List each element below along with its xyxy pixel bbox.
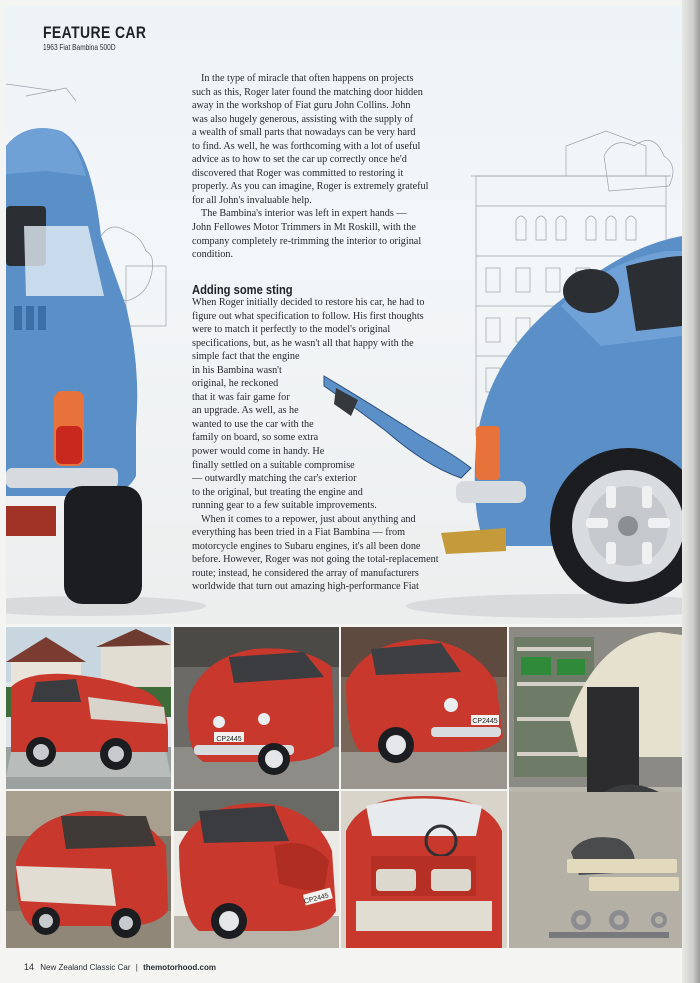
text-line: advice as to how to set the car up correctly once he'd [192, 154, 407, 166]
text-line: was also hugely generous, assisting with the supply of [192, 113, 413, 125]
page-footer [24, 962, 216, 972]
text-line: — outwardly matching the car's exterior [192, 473, 357, 485]
magazine-name: New Zealand Classic Car [40, 963, 131, 972]
article-column-bottom [192, 296, 439, 594]
photo-interior [341, 791, 507, 948]
text-line: everything has been tried in a Fiat Bambina — from [192, 527, 406, 539]
photo-red-car-front [174, 627, 339, 789]
text-line: an upgrade. As well, as he [192, 405, 299, 417]
text-line: When Roger initially decided to restore his car, he had to [192, 297, 425, 308]
text-line: that it was fair game for [192, 391, 290, 403]
left-car [6, 128, 142, 604]
text-line: In the type of miracle that often happens on projects [201, 73, 414, 84]
text-line: before. However, Roger was not going the total-replacement [192, 554, 439, 566]
photo-car-trailer [6, 627, 171, 789]
subheading: Adding some sting [192, 282, 293, 297]
text-line: discovered that Roger was committed to restoring it [192, 167, 404, 179]
paragraph-3 [192, 296, 432, 513]
left-car-wheel [64, 486, 142, 604]
text-line: When it comes to a repower, just about anything and [201, 513, 416, 525]
text-line: for all John's invaluable help. [192, 194, 312, 206]
text-line: specifications, but, as he wasn't all that happy with the [192, 337, 414, 349]
text-line: finally settled on a suitable compromise [192, 459, 355, 471]
exhaust-pipe [441, 528, 506, 554]
text-line: simple fact that the engine [192, 351, 300, 363]
plate-text: CP2445 [472, 718, 498, 725]
article-column-top [192, 72, 438, 262]
page-number: 14 [24, 962, 35, 972]
text-line: family on board, so some extra [192, 432, 319, 444]
text-line: company completely re-trimming the interior to original [192, 235, 422, 247]
rear-luggage [563, 269, 619, 313]
text-line: condition. [192, 249, 234, 261]
section-title: FEATURE CAR [43, 23, 147, 42]
car-subtitle: 1963 Fiat Bambina 500D [43, 43, 116, 52]
right-car-bumper [456, 481, 526, 503]
website-link[interactable]: themotorhood.com [143, 963, 216, 972]
text-line: John Fellowes Motor Trimmers in Mt Roskill, with the [192, 222, 416, 234]
right-car [441, 236, 682, 604]
text-line: power would come in handy. He [192, 446, 325, 458]
paragraph-2 [192, 207, 438, 261]
text-line: were to match it perfectly to the model's original [192, 324, 391, 336]
text-line: motorcycle engines to Subaru engines, it's all been done [192, 540, 421, 552]
text-line: route; instead, he considered the array of manufacturers [192, 567, 419, 579]
text-line: to find. As well, he was forthcoming with a lot of useful [192, 140, 421, 152]
paragraph-1 [192, 72, 438, 207]
text-line: in his Bambina wasn't [192, 364, 282, 376]
text-line: running gear to a few suitable improvements. [192, 500, 377, 512]
plate-text: CP2445 [216, 736, 242, 743]
text-line: to the original, but treating the engine and [192, 486, 363, 498]
paragraph-4 [192, 513, 439, 594]
text-line: wanted to use the car with the [192, 418, 314, 430]
photo-red-car-side [341, 627, 507, 789]
text-line: The Bambina's interior was left in expert hands — [201, 208, 407, 220]
page-edge [682, 0, 700, 983]
text-line: a wealth of small parts that nowadays can be very hard [192, 127, 416, 139]
text-line: worldwide that turn out amazing high-performance Fiat [192, 581, 419, 593]
text-line: away in the workshop of Fiat guru John Collins. John [192, 100, 411, 112]
footer-separator: | [135, 963, 138, 972]
plate-text: CP2445 [303, 892, 330, 906]
text-line: figure out what specification to follow. His first thoughts [192, 310, 424, 322]
title-block [43, 24, 169, 52]
photo-red-car-rear [174, 791, 339, 948]
text-line: properly. As you can imagine, Roger is extremely grateful [192, 181, 429, 193]
photo-parts-workshop [509, 627, 682, 948]
right-car-taillight [476, 426, 500, 480]
photo-stripped-car [6, 791, 171, 948]
left-car-bumper [6, 468, 118, 488]
text-line: original, he reckoned [192, 378, 279, 390]
text-line: such as this, Roger later found the matching door hidden [192, 86, 423, 98]
